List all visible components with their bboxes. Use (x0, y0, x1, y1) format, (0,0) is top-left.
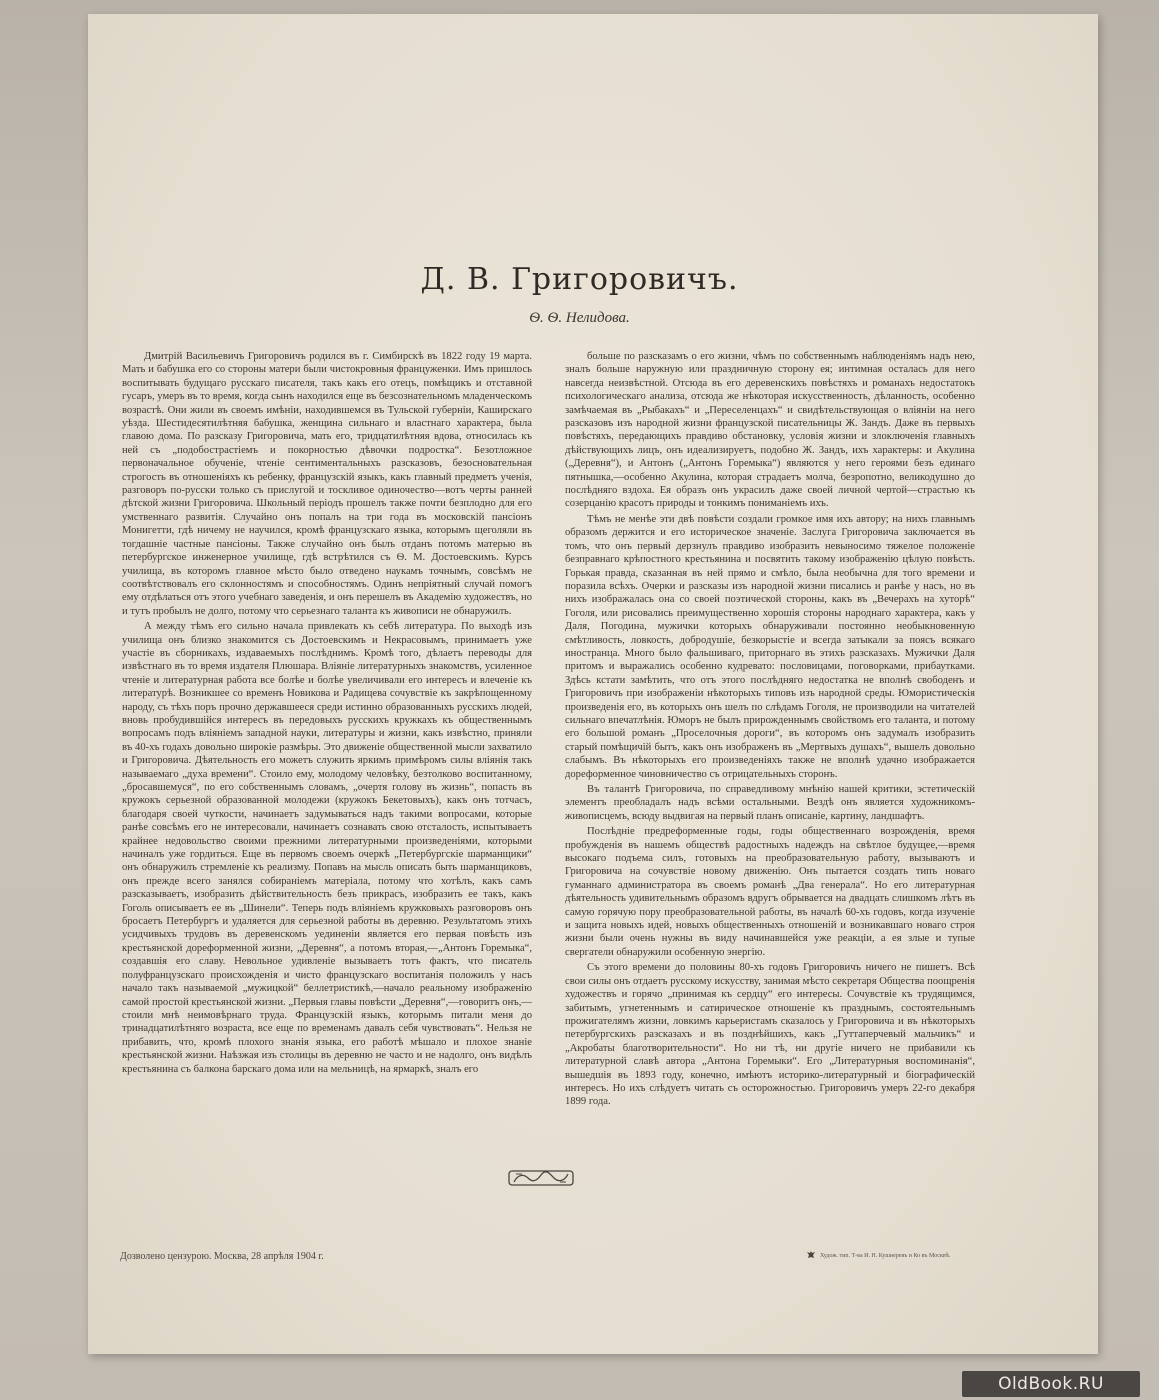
paragraph: Съ этого времени до половины 80-хъ годовъ Григоровичъ ничего не пишетъ. Всѣ свои силы онъ отдаетъ русскому искусству, занимая мѣсто секретаря Общества поощренія художествъ и горячо „принимая къ сердцу“ его интересы. Сочувствіе къ трудящимся, забитымъ, угнетеннымъ и сатирическое отношеніе къ празднымъ, состоятельнымъ прожигателямъ жизни, ловкимъ карьеристамъ сказалось у Григоровича и въ нѣкоторыхъ петербургскихъ разсказахъ и въ позднѣйшихъ, какъ „Гуттаперчевый мальчикъ“ и „Акробаты благотворительности“. Но ни тѣ, ни другіе ничего не прибавили къ литературной славѣ автора „Антона Горемыки“. Его „Литературныя воспоминанія“, вышедшія въ 1893 году, конечно, имѣютъ историко-литературный и біографическій интересъ. Но ихъ слѣдуетъ читать съ осторожностью. Григоровичъ умеръ 22-го декабря 1899 года. (565, 962, 975, 1108)
double-headed-eagle-icon (806, 1250, 816, 1260)
paragraph: Дмитрій Васильевичъ Григоровичъ родился въ г. Симбирскѣ въ 1822 году 19 марта. Мать и бабушка его со стороны матери были чистокровныя француженки. Имъ пришлось воспитывать будущаго русскаго писателя, такъ какъ его отецъ, помѣщикъ и отставной гусаръ, умеръ въ то время, когда сынъ находился еще въ безсознательномъ младенческомъ возрастѣ. Они жили въ своемъ имѣніи, находившемся въ Тульской губерніи, Каширскаго уѣзда. Шестидесятилѣтняя бабушка, женщина сильнаго и властнаго характера, была главою дома. По разсказу Григоровича, мать его, тридцатилѣтняя вдова, относилась къ ней съ „подобострастіемъ и покорностью дѣвочки подростка“. Безотложное первоначальное обученіе, чтеніе сентиментальныхъ разсказовъ, безосновательная строгость въ отношеніяхъ къ ребенку, французскій языкъ, какъ главный предметъ ученія, разговоръ по-русски только съ прислугой и тоскливое одиночество—вотъ черты ранней дѣтской жизни Григоровича. Школьный періодъ прошелъ также почти безплодно для его умственнаго развитія. Случайно онъ попалъ на три года въ московскій пансіонъ Монигетти, гдѣ ничему не научился, кромѣ французскаго языка, которымъ щеголяли въ тогдашніе частные пансіоны. Также случайно онъ былъ отданъ потомъ матерью въ петербургское инженерное училище, гдѣ встрѣтился съ Ѳ. М. Достоевскимъ. Курсъ училища, въ которомъ главное мѣсто было отведено наукамъ точнымъ, совсѣмъ не соотвѣтствовалъ его склонностямъ и способностямъ. Одинъ непріятный случай помогъ ему отдѣлаться отъ этого учебнаго заведенія, и онъ перешелъ въ Академію художествъ, но и тутъ пробылъ не долго, потому что серьезнаго таланта къ живописи не обнаружилъ. (122, 351, 532, 617)
censor-note: Дозволено цензурою. Москва, 28 апрѣля 1904 г. (120, 1251, 324, 1262)
paragraph: Въ талантѣ Григоровича, по справедливому мнѣнію нашей критики, эстетическій элементъ преобладалъ надъ всѣми остальными. Вездѣ онъ является художникомъ-живописцемъ, всюду выдвигая на первый планъ описаніе, картину, ландшафтъ. (565, 784, 975, 822)
printer-imprint: Худож. тип. Т-ва И. Н. Кушнеревъ и Ко въ Москвѣ. (820, 1253, 951, 1259)
left-column (122, 350, 532, 1078)
right-column (565, 350, 975, 1111)
paragraph: А между тѣмъ его сильно начала привлекать къ себѣ литература. По выходѣ изъ училища онъ близко знакомится съ Достоевскимъ и Некрасовымъ, принимаетъ уже участіе въ сборникахъ, издаваемыхъ послѣднимъ. Кромѣ того, дѣлаетъ переводы для извѣстнаго въ то время издателя Плюшара. Вліяніе литературныхъ знакомствъ, усиленное чтеніе и литературная работа все болѣе и болѣе увеличивали его интересъ и влеченіе къ литературѣ. Возникшее со временъ Новикова и Радищева сочувствіе къ закрѣпощенному народу, съ тѣхъ поръ прочно державшееся среди истинно образованныхъ русскихъ людей, вновь пробудившійся интересъ въ передовыхъ русскихъ кружкахъ къ общественнымъ вопросамъ подъ вліяніемъ западной науки, литературы и жизни, какъ извѣстно, приняли въ 40-хъ годахъ довольно широкіе размѣры. Это движеніе общественной мысли захватило и Григоровича. Дѣятельность его можетъ служить яркимъ примѣромъ силы вліянія такъ называемаго „духа времени“. Стоило ему, молодому человѣку, безтолково воспитанному, „бросавшемуся“, по его собственнымъ словамъ, „очертя голову въ жизнь“, попасть въ кружокъ серьезной образованной молодежи (кружокъ Бекетовыхъ), какъ онъ тотчасъ, благодаря своей чуткости, начинаетъ задумываться надъ такими вопросами, которые ранѣе совсѣмъ его не интересовали, начинаетъ сознавать свою отсталость, испытываетъ крайнее недовольство своими прежними литературными произведеніями, которыми начиналъ уже гордиться. Еще въ первомъ своемъ очеркѣ „Петербургскіе шарманщики“ онъ обнаружилъ стремленіе къ реализму. Попавъ на мысль описать быть шарманщиковъ, онъ прежде всего занялся собираніемъ матеріала, потому что хотѣлъ, какъ самъ разсказываетъ, изобразить дѣйствительность безъ прикрасъ, изобразить ее такъ, какъ Гоголь описываетъ ее въ „Шинели“. Теперь подъ вліяніемъ кружковыхъ разговоровъ онъ бросаетъ Петербургъ и удаляется для серьезной работы въ деревню. Результатомъ этихъ усидчивыхъ трудовъ въ деревенскомъ уединеніи является его первая повѣсть изъ крестьянской дореформенной жизни, „Деревня“, а потомъ вторая,—„Антонъ Горемыка“, создавшія его славу. Невольное удивленіе вызываетъ тотъ фактъ, что писатель полуфранцузскаго происхожденія и чисто французскаго воспитанія положилъ у насъ начало такъ называемой „мужицкой“ беллетристикѣ,—начало реальному изображенію самой простой крестьянской жизни. „Первыя главы повѣсти „Деревня“,—говоритъ онъ,—стоили мнѣ неимовѣрнаго труда. Французскій языкъ, которымъ питали меня до тринадцатилѣтняго возраста, все еще по временамъ давалъ себя чувствовать“. Нельзя не прибавить, что, кромѣ плохого знанія языка, его работѣ мѣшало и плохое знаніе крестьянской жизни. Наѣзжая изъ столицы въ деревню не часто и не надолго, онъ видѣлъ крестьянина съ балкона барскаго дома или на мельницѣ, на ярмаркѣ, зналъ его (122, 621, 532, 1075)
article-title: Д. В. Григоровичъ. (420, 262, 739, 297)
art-nouveau-ornament-icon (508, 1168, 574, 1188)
paragraph: Послѣдніе предреформенные годы, годы общественнаго возрожденія, время пробужденія въ нашемъ обществѣ радостныхъ надеждъ на свѣтлое будущее,—время высокаго подъема силъ, готовыхъ на преобразовательную работу, вызываютъ и Григоровича на сочувствіе новому движенію. Онъ пытается создать типъ новаго гуманнаго администратора въ своемъ романѣ „Два генерала“. Но его литературная дѣятельность удивительнымъ образомъ вдругъ обрывается на двадцать слишкомъ лѣтъ въ самую горячую пору преобразовательной работы, въ началѣ 60-хъ годовъ, когда изученіе и защита новыхъ идей, новыхъ общественныхъ отношеній и возникавшаго новаго строя жизни были очень нужны въ виду начинавшейся уже реакціи, а ея злые и тупые свергатели обнаружили особенную энергію. (565, 826, 975, 958)
watermark-badge: OldBook.RU (962, 1371, 1140, 1397)
paragraph: больше по разсказамъ о его жизни, чѣмъ по собственнымъ наблюденіямъ надъ нею, зналъ больше наружную или праздничную сторону ея; интимная осталась для него навсегда неизвѣстной. Отсюда въ его деревенскихъ повѣстяхъ и романахъ недостатокъ психологическаго анализа, отсюда же нѣкоторая искусственность, дѣланность, особенно замѣчаемая въ „Рыбакахъ“ и „Переселенцахъ“ и свидѣтельствующая о вліяніи на него разсказовъ изъ народной жизни французской писательницы Ж. Зандъ. Даже въ первыхъ повѣстяхъ, передающихъ правдиво обстановку, условія жизни и злоключенія главныхъ дѣйствующихъ лицъ, онъ идеализируетъ, подобно Ж. Зандъ, ихъ характеры: и Акулина („Деревня“), и Антонъ („Антонъ Горемыка“) являются у него героями безъ единаго пятнышка,—особенно Акулина, которая страдаетъ молча, безропотно, великодушно до послѣдняго вздоха. Ея образъ онъ украсилъ даже своей личной чертой—страстью къ созерцанію красотъ природы и тонкимъ пониманіемъ ихъ. (565, 351, 975, 510)
article-author: Ѳ. Ѳ. Нелидова. (529, 310, 630, 326)
paragraph: Тѣмъ не менѣе эти двѣ повѣсти создали громкое имя ихъ автору; на нихъ главнымъ образомъ держится и его историческое значеніе. Заслуга Григоровича заключается въ томъ, что онъ первый дерзнулъ правдиво изобразить невыносимо тяжелое положеніе безправнаго крѣпостного крестьянина и посвятить такому изображенію цѣлую повѣсть. Горькая правда, сказанная въ ней прямо и смѣло, была необычна для того времени и поразила всѣхъ. Очерки и разсказы изъ народной жизни писались и ранѣе у насъ, но въ нихъ изображалась она со своей поэтической стороны, какъ въ „Вечерахъ на хуторѣ“ Гоголя, или рисовались преимущественно хорошія стороны народнаго характера, какъ у Даля, Погодина, мужички которыхъ обнаруживали постоянно необыкновенную смѣтливость, ловкость, добродушіе, безкорыстіе и всегда затыкали за поясъ всякаго иностранца. Много было фальшиваго, приторнаго въ этихъ разсказахъ. Мужички Даля притомъ и выражались особенно кудревато: пословицами, поговорками, прибаутками. Здѣсь кстати замѣтить, что отъ этого послѣдняго недостатка не вполнѣ свободенъ и Григоровичъ при изображеніи нѣкоторыхъ типовъ изъ народной среды. Юмористическія произведенія его, въ которыхъ онъ шелъ по слѣдамъ Гоголя, не производили на читателей сильнаго впечатлѣнія. Юморъ не былъ прирожденнымъ свойствомъ его таланта, и потому его большой романъ „Проселочныя дороги“, въ которомъ онъ задумалъ изобразить старый помѣщичій бытъ, какъ онъ изображенъ въ „Мертвыхъ душахъ“, вышелъ довольно слабымъ. Въ нѣкоторыхъ его произведеніяхъ также не вполнѣ удачно изображается дореформенное чиновничество съ отрицательныхъ сторонъ. (565, 513, 975, 780)
